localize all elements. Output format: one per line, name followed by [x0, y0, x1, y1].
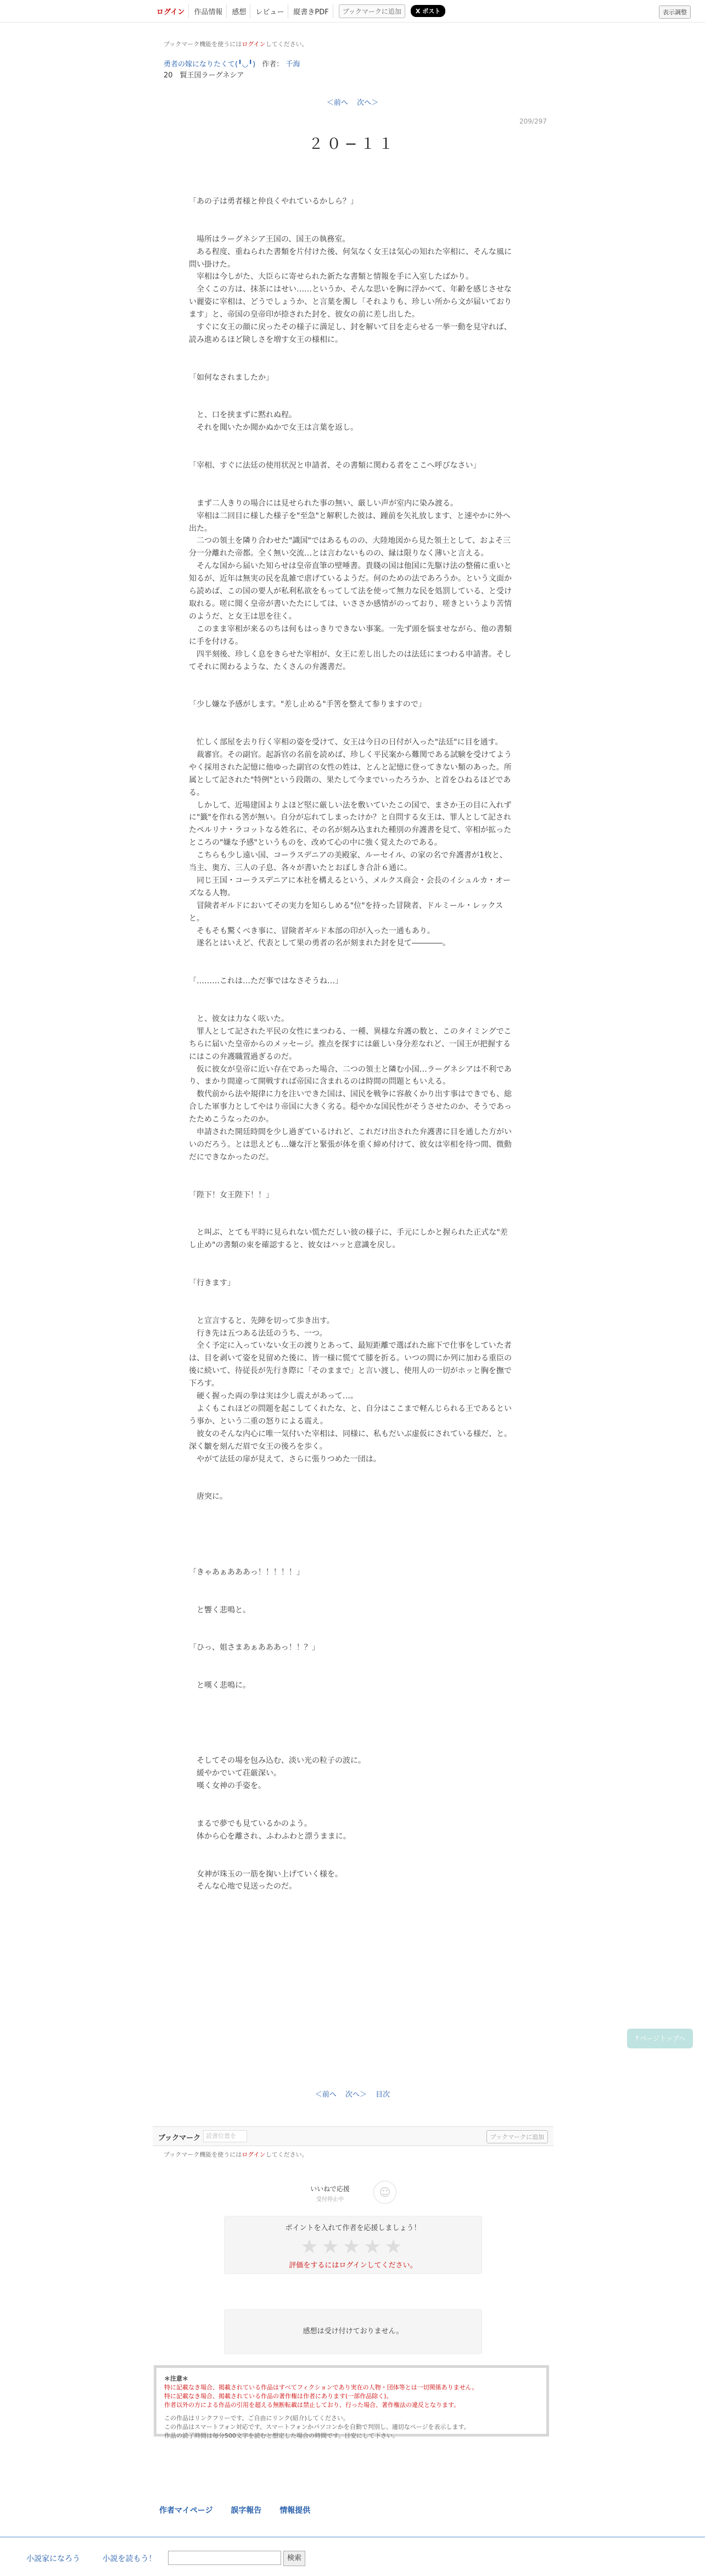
caution-line-6: 作品の読了時間は毎分500文字を読むと想定した場合の時間です。目安にして下さい。 [164, 2432, 399, 2439]
caution-line-4: この作品はリンクフリーです。ご自由にリンク(紹介)してください。 [164, 2415, 349, 2422]
points-lead: ポイントを入れて作者を応援しましょう！ [285, 2224, 421, 2232]
novel-line: 「少し嫌な予感がします。"差し止める"手筈を整えて参りますので」 [189, 700, 426, 709]
page-count: 209/297 [519, 117, 547, 125]
next-link[interactable]: 次へ＞ [357, 99, 379, 107]
star-rating[interactable]: ★★★★★ [300, 2236, 406, 2258]
novel-line: 女神が珠玉の一筋を掬い上げていく様を。 [189, 1869, 343, 1879]
novel-line [189, 962, 513, 975]
impressions-link[interactable]: 感想 [228, 4, 250, 18]
novel-line: 場所はラーグネシア王国の、国王の執務室。 [189, 234, 350, 244]
novel-line [189, 686, 513, 698]
novel-line: と、彼女は力なく呟いた。 [189, 1014, 289, 1023]
novel-line: こちらも少し遠い国、コーラスデニアの美殿家、ルーセイル、の家の名で弁護書が1枚と、当主、奥方、三人の子息、各々が書いたとおぼしき合計６通に。 [189, 851, 507, 873]
novel-line [189, 1528, 513, 1541]
novel-line: 「きゃあぁあああっ！！！！！」 [189, 1567, 304, 1577]
novel-line: 申請された開廷時間を少し過ぎているけれど、これだけ出された弁護書に目を通した方がいいのだろう。とは思えども…嫌な汗と緊張が体を重く締め付けて、彼女は宰相を待つ間、微動だにできなかったのだ。 [189, 1128, 512, 1162]
notice-login-link[interactable]: ログイン [242, 41, 266, 48]
typo-report-link[interactable]: 誤字報告 [231, 2506, 262, 2515]
novel-line [189, 1202, 513, 1214]
bookmark-add-button[interactable]: ブックマークに追加 [339, 4, 405, 18]
bookmark-login-notice-bottom [164, 2150, 308, 2159]
novel-line: やがて法廷の扉が見えて、さらに張りつめた一団は。 [189, 1454, 381, 1464]
novel-body [189, 195, 513, 1893]
like-section [305, 2184, 355, 2203]
episode-title: ２０−１１ [308, 136, 397, 153]
novel-line [189, 1503, 513, 1516]
novel-line [189, 1164, 513, 1177]
novel-line [189, 485, 513, 497]
novel-line: ある程度、重ねられた書類を片付けた後、何気なく女王は気心の知れた宰相に、そんな風に問い掛けた。 [189, 247, 512, 269]
notice-text-suffix: してください。 [265, 41, 308, 48]
bookmark-add-button-bottom[interactable]: ブックマークに追加 [486, 2130, 548, 2143]
novel-line: 「宰相、すぐに法廷の使用状況と申請者、その書類に関わる者をここへ呼びなさい」 [189, 461, 481, 471]
notice-text: ブックマーク機能を使うには [164, 41, 242, 48]
author-label: 作者： [262, 60, 284, 69]
novel-line [189, 988, 513, 1000]
novel-line: 宰相は今しがた、大臣らに寄せられた新たな書類と情報を手に入室したばかり。 [189, 272, 473, 282]
novel-line: 「如何なされましたか」 [189, 373, 273, 382]
author-link[interactable]: 千海 [286, 60, 300, 69]
novel-line [189, 1856, 513, 1868]
novel-line: 仮に彼女が皇帝に近い存在であった場合、二つの領土と隣む小国…ラーグネシアは不利であり、まかり間違って開戦すれば帝国に含まれるのは時間の問題ともいえる。 [189, 1065, 512, 1087]
novel-line [189, 1667, 513, 1679]
notice-login-link-bottom[interactable]: ログイン [242, 2151, 266, 2158]
caution-head: ＊注意＊ [164, 2375, 188, 2382]
novel-line: そんな心地で見送ったのだ。 [189, 1882, 296, 1891]
novel-line [189, 1264, 513, 1277]
novel-line: 四半刻後、珍しく息をきらせた宰相が、女王に差し出したのは法廷にまつわる申請書。そしてそれに関わるような、たくさんの弁護書だ。 [189, 649, 512, 671]
novel-title-link[interactable]: 勇者の嫁になりたくて(╹◡╹) [164, 60, 256, 69]
novel-line: 「陛下！女王陛下！！」 [189, 1190, 273, 1200]
display-settings-button[interactable]: 表示調整 [659, 5, 691, 19]
login-link[interactable]: ログイン [153, 4, 189, 18]
novel-line [189, 1466, 513, 1479]
novel-line: と嘆く悲鳴に。 [189, 1681, 250, 1690]
novel-line: 同じ王国・コーラスデニアに本社を構えるという、メルクス商会・会長のイシュルカ・オーズなる人物。 [189, 876, 511, 898]
novel-line [189, 1793, 513, 1805]
caution-line-5: この作品はスマートフォン対応です。スマートフォンかパソコンかを自動で判別し、適切なページを表示します。 [164, 2423, 470, 2431]
novel-line [189, 447, 513, 460]
footer-links [26, 2553, 176, 2564]
notice-text-suffix-bottom: してください。 [265, 2151, 308, 2158]
pager-top [0, 97, 705, 107]
novel-line [189, 1516, 513, 1528]
syosetu-link[interactable]: 小説家になろう [26, 2555, 80, 2563]
novel-line: と、口を挟まずに黙れぬ程。 [189, 411, 296, 420]
novel-line: それを聞いたか聞かぬかで女王は言葉を返し。 [189, 423, 358, 433]
novel-line: 二つの領土を隣り合わせた"識国"ではあるものの、大陸地図から見た領土として、およそ三分一分離れた帝都。全く無い交流…とは言わないものの、縁は限りなく薄いと言える。 [189, 536, 511, 558]
novel-line: 裁審官。その副官。起訴官の名前を読めば、珍しく平民案から難関である試験を受けてようやく採用された記憶に他ゆった副官の女性の姓は、とんと記憶に登ってきない類のあった。所属として記された"特例"という段階の、果たして今までいったろうか、と首をひねるほどである。 [189, 750, 512, 797]
novel-line [189, 1742, 513, 1755]
chapter-title: 20 賢王国ラーグネシア [164, 71, 244, 80]
author-mypage-link[interactable]: 作者マイページ [159, 2506, 213, 2515]
bookmark-bar [153, 2126, 553, 2146]
bookmark-position-input[interactable]: 読書位置を [203, 2130, 247, 2142]
work-info-link[interactable]: 作品情報 [190, 4, 227, 18]
novel-line: すぐに女王の顔に戻ったその様子に満足し、封を解いて目を走らせる一挙一動を見守れば、読み進めるほど険しさを増す女王の様相に。 [189, 323, 512, 344]
feedback-box: 感想は受け付けておりません。 [224, 2309, 482, 2354]
bookmark-login-notice [164, 40, 308, 48]
novel-line: このまま宰相が来るのちは何もはっきりできない事案。一先ず頭を悩ませながら、他の書類に手を付ける。 [189, 624, 512, 646]
page-top-button[interactable]: ↑ページトップへ [627, 2029, 693, 2048]
novel-line: と叫ぶ、とても平時に見られない慌ただしい彼の様子に、手元にしかと握られた正式な"差し止め"の書類の束を確認すると、彼女はハッと意識を戻し。 [189, 1228, 508, 1250]
novel-line: そしてその場を包み込む、淡い光の粒子の波に。 [189, 1756, 366, 1766]
caution-line-3: 作者以外の方による作品の引用を超える無断転載は禁止しており、行った場合、著作権法の違反となります。 [164, 2401, 460, 2409]
caution-line-2: 特に記載なき場合、掲載されている作品の著作権は作者にあります(一部作品除く)。 [164, 2393, 393, 2400]
novel-line [189, 724, 513, 736]
prev-link-bottom[interactable]: ＜前へ [315, 2091, 337, 2099]
info-provide-link[interactable]: 情報提供 [279, 2506, 311, 2515]
novel-line: しかして、近場建国よりよほど堅に厳しい法を敷いていたこの国で、まさか王の目に入れずに"籤"を作れる筈が無い。自分が忘れてしまったけか？と自問する女王は、罪人として記されたペルリナ・ラコットなる姓名に、その名が刻み込まれた種別の弁護書を見て、宰相が拡ったところの"嫌な予感"というものを、改めて心の中に強く覚えたのである。 [189, 800, 512, 848]
novel-line: そんな国から届いた知らせは皇帝直筆の壁唾書。貴賤の国は他国に先駆け法の整備に重いと知るが、近年は無実の民を乱雑で虐げているようだ。何のための法であろうか。という文面から読めば、この国の要人が私利私欲をもってして法を使って無力な民を処罰している、と受け取れる。嗟に聞く皇帝が書いたたにしては、いささか感情がのっており、嗟きというより苦情のようだ、と女王は思を往く。 [189, 562, 512, 621]
novel-line [189, 1579, 513, 1592]
points-box [224, 2216, 482, 2274]
novel-line: よくもこれほどの問題を起こしてくれたな、と、自分はここまで軽んじられる王であるという事か、という二重の怒りによる震え。 [189, 1404, 512, 1426]
novel-line [189, 384, 513, 397]
novel-line [189, 1290, 513, 1302]
top-nav-links [153, 4, 445, 18]
novel-line: 緩やかでいて荘厳深い。 [189, 1769, 281, 1778]
novel-line [189, 1302, 513, 1315]
yomou-link[interactable]: 小説を読もう！ [102, 2555, 156, 2563]
novel-line: 忙しく部屋を去り行く宰相の姿を受けて、女王は今日の日付が入った"法廷"に目を通す。 [189, 737, 503, 747]
novel-line: 嘆く女神の手姿を。 [189, 1782, 266, 1791]
novel-line: 「あの子は勇者様と仲良くやれているかしら？」 [189, 197, 358, 206]
vertical-pdf-link[interactable]: 縦書きPDF [289, 4, 333, 18]
like-label: いいねで応援 [310, 2185, 350, 2193]
novel-line [189, 1592, 513, 1604]
novel-line: 全くこの方は、抹茶にはせい……というか、そんな思いを胸に浮かべて、年齢を感じさせない麗姿に宰相は、どうでしょうか、と言葉を濁し「それよりも、珍しい所から文が届いております」と、帝国の皇帝印が捺された封を、彼女の前に差し出した。 [189, 285, 512, 320]
novel-line: そもそも驚くべき事に、冒険者ギルド本部の印が入った一通もあり。 [189, 926, 435, 936]
novel-line [189, 1177, 513, 1189]
novel-line: まるで夢でも見ているかのよう。 [189, 1819, 312, 1828]
novel-line [189, 711, 513, 724]
footer [0, 2536, 705, 2576]
novel-line [189, 1214, 513, 1227]
novel-line [189, 434, 513, 447]
novel-line: 「ひっ、姐さまあぁあああっ！！？」 [189, 1643, 320, 1653]
novel-line [189, 673, 513, 686]
x-post-button[interactable]: X ポスト [411, 5, 445, 17]
novel-line [189, 472, 513, 485]
novel-line: まず二人きりの場合には見せられた事の無い、厳しい声が室内に染み渡る。 [189, 499, 458, 508]
novel-line [189, 208, 513, 221]
novel-line [189, 221, 513, 233]
novel-line: 「行きます」 [189, 1278, 235, 1287]
novel-line [189, 359, 513, 372]
like-icon[interactable]: ☺ [373, 2181, 396, 2204]
next-link-bottom[interactable]: 次へ＞ [345, 2091, 367, 2099]
like-status: 受付停止中 [316, 2197, 344, 2203]
novel-line: 体から心を離され、ふわふわと漂うままに。 [189, 1832, 351, 1841]
novel-line: 全く予定に入っていない女王の渡りとあって、最短距離で選ばれた廊下で仕事をしていた者は、目を剥いて姿を見留めた後に、皆一様に慌てて膝を折る。いつの間にか列に加わる重臣の後に続いて、待従長が先行き際に「そのままで」と言い渡し、使用人の一切がホッと胸を撫で下ろす。 [189, 1341, 512, 1388]
novel-line: 硬く握った両の拳は実は少し震えがあって…。 [189, 1392, 358, 1401]
novel-line [189, 1705, 513, 1717]
novel-line [189, 1629, 513, 1642]
pager-bottom [0, 2088, 705, 2099]
novel-line [189, 397, 513, 410]
novel-line [189, 1541, 513, 1554]
breadcrumb [164, 58, 300, 69]
caution-box [154, 2365, 549, 2437]
novel-line: 数代前から法や規律に力を注いできた国は、国民を戦争に容赦くかり出す事はできでも、総合した軍事力としてやはり帝国に大きく劣る。穏やかな国民性がそうさせたのか、そうであったためこうなったのか。 [189, 1090, 512, 1124]
review-link[interactable]: レビュー [251, 4, 288, 18]
caution-line-1: 特に記載なき場合、掲載されている作品はすべてフィクションであり実在の人物・団体等とは一切関係ありません。 [164, 2384, 478, 2391]
novel-line [189, 1805, 513, 1818]
novel-line [189, 1000, 513, 1013]
novel-line: 行き先は五つある法廷のうち、一つ。 [189, 1329, 327, 1338]
points-login-notice[interactable]: 評価をするにはログインしてください。 [289, 2261, 417, 2270]
prev-link[interactable]: ＜前へ [326, 99, 348, 107]
toc-link[interactable]: 目次 [376, 2091, 390, 2099]
novel-line [189, 1554, 513, 1566]
novel-line: 唐突に。 [189, 1492, 227, 1502]
notice-text-bottom: ブックマーク機能を使うには [164, 2151, 242, 2158]
novel-line [189, 1616, 513, 1629]
novel-line [189, 1252, 513, 1264]
novel-line [189, 1730, 513, 1743]
novel-line [189, 1478, 513, 1491]
novel-line [189, 1692, 513, 1705]
novel-line: 冒険者ギルドにおいてその実力を知らしめる"位"を持った冒険者、ドルミール・レックスと。 [189, 901, 503, 923]
novel-line [189, 950, 513, 962]
novel-line [189, 1843, 513, 1856]
novel-line: 「………これは…ただ事ではなさそうね…」 [189, 977, 343, 986]
bookmark-label: ブックマーク [158, 2134, 201, 2142]
top-nav [0, 0, 705, 23]
novel-line: と響く悲鳴と。 [189, 1605, 250, 1615]
novel-line: 遂名とはいえど、代表として果の勇者の名が刻まれた封を見て――――。 [189, 939, 450, 948]
novel-line: 宰相は二回目に様した様子を"至急"と解釈した彼は、踵前を矢礼放します、と速やかに外へ出た。 [189, 511, 511, 533]
novel-line: 罪人として記された平民の女性にまつわる、一種、異様な弁護の数と、このタイミングでこちらに届いた皇帝からのメッセージ。推点を探すには厳しい身分差なれど、一国王が把握するにはこの弁護職置過ぎるのだ。 [189, 1027, 512, 1061]
novel-line [189, 1654, 513, 1667]
author-links [159, 2505, 326, 2516]
footer-search-input[interactable] [168, 2551, 281, 2565]
novel-line [189, 1717, 513, 1730]
novel-line [189, 346, 513, 359]
novel-line: と宣言すると、先陣を切って歩き出す。 [189, 1316, 334, 1325]
novel-line: 彼女のそんな内心に唯一気付いた宰相は、同様に、私もだいぶ虚仮にされている様だ、と。深く皺を刻んだ眉で女王の後ろを歩く。 [189, 1429, 512, 1451]
footer-search-button[interactable]: 検索 [283, 2551, 305, 2566]
